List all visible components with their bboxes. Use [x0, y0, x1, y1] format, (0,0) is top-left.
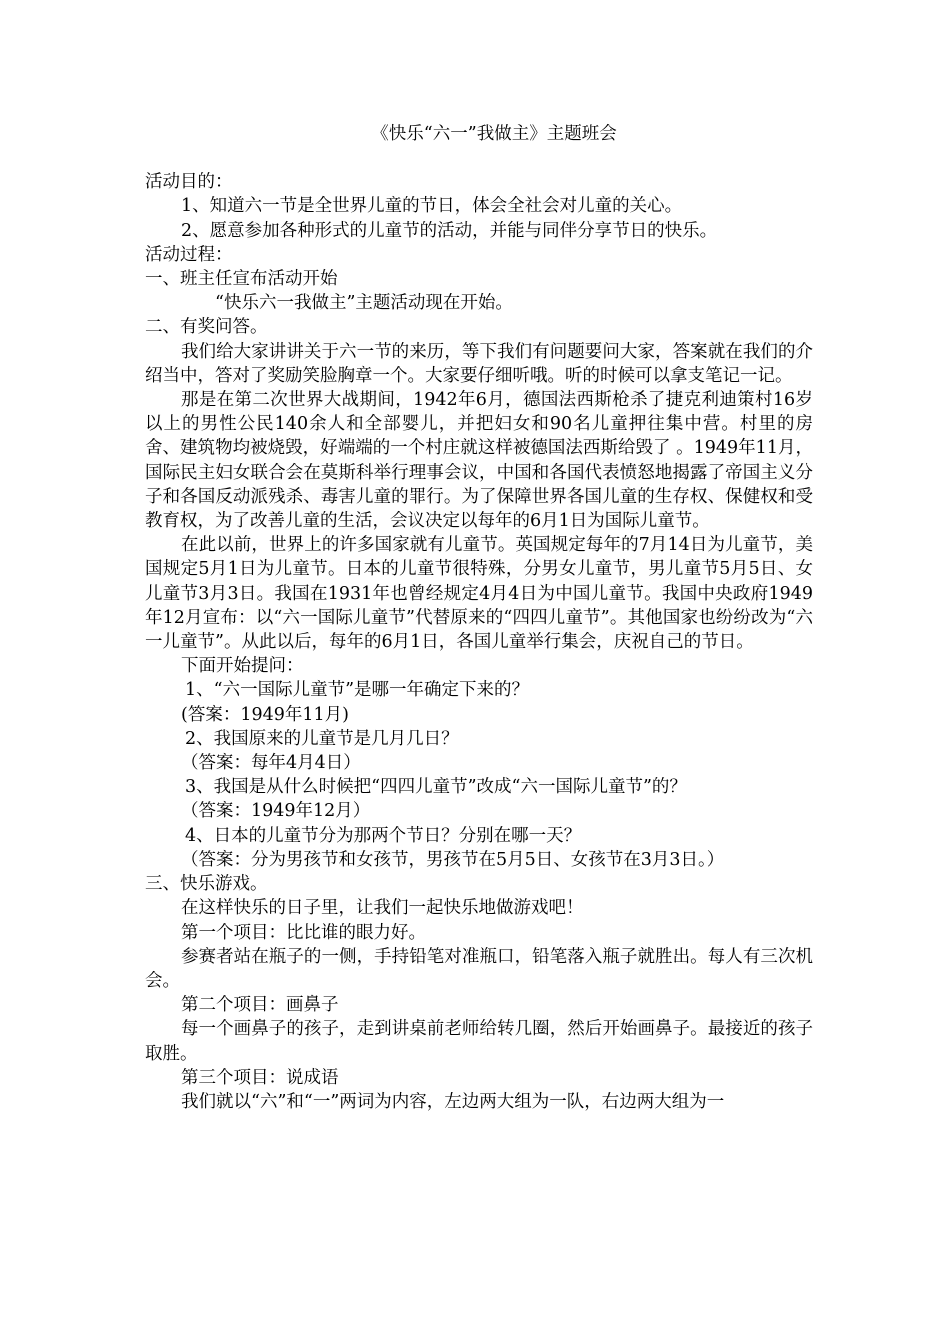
question: 1、“六一国际儿童节”是哪一年确定下来的？: [185, 680, 530, 701]
document-page: [145, 122, 813, 1114]
goals-heading: 活动目的：: [145, 172, 233, 193]
paragraph: 我们给大家讲讲关于六一节的来历，等下我们有问题要问大家，答案就在我们的介绍当中，答对了奖励笑脸胸章一个。大家要仔细听哦。听的时候可以拿支笔记一记。: [145, 341, 813, 386]
answer: （答案：每年4月4日）: [181, 753, 361, 774]
page-title: 《快乐“六一”我做主》主题班会: [371, 124, 617, 144]
goal-item: 1、知道六一节是全世界儿童的节日，体会全社会对儿童的关心。: [181, 196, 683, 217]
game-item-desc: 每一个画鼻子的孩子，走到讲桌前老师给转几圈，然后开始画鼻子。最接近的孩子取胜。: [145, 1019, 813, 1064]
question: 3、我国是从什么时候把“四四儿童节”改成“六一国际儿童节”的？: [185, 777, 687, 798]
answer: (答案：1949年11月): [181, 704, 349, 725]
section-heading: 一、班主任宣布活动开始: [145, 269, 338, 290]
section-intro: 在这样快乐的日子里，让我们一起快乐地做游戏吧！: [181, 898, 584, 919]
goal-item: 2、愿意参加各种形式的儿童节的活动，并能与同伴分享节日的快乐。: [181, 220, 718, 241]
section-heading: 二、有奖问答。: [145, 317, 268, 338]
paragraph: 在此以前，世界上的许多国家就有儿童节。英国规定每年的7月14日为儿童节，美国规定5月1日为儿童节。日本的儿童节很特殊，分男女儿童节，男儿童节5月5日、女儿童节3月3日。我国在1931年也曾经规定4月4日为中国儿童节。我国中央政府1949年12月宣布：以“六一国际儿童节”代替原来的“四四儿童节”。其他国家也纷纷改为“六一儿童节”。从此以后，每年的6月1日，各国儿童举行集会，庆祝自己的节日。: [145, 535, 813, 653]
game-item-name: 第一个项目：比比谁的眼力好。: [181, 922, 426, 943]
questions-intro: 下面开始提问：: [181, 656, 304, 677]
answer: （答案：1949年12月）: [181, 801, 371, 822]
process-heading: 活动过程：: [145, 244, 233, 265]
game-item-desc: 参赛者站在瓶子的一侧，手持铅笔对准瓶口，铅笔落入瓶子就胜出。每人有三次机会。: [145, 946, 813, 991]
answer: （答案：分为男孩节和女孩节，男孩节在5月5日、女孩节在3月3日。）: [181, 849, 725, 870]
paragraph: 那是在第二次世界大战期间，1942年6月，德国法西斯枪杀了捷克利迪策村16岁以上的男性公民140余人和全部婴儿，并把妇女和90名儿童押往集中营。村里的房舍、建筑物均被烧毁，好端端的一个村庄就这样被德国法西斯给毁了 。1949年11月，国际民主妇女联合会在莫斯科举行理事会议，中国和各国代表愤怒地揭露了帝国主义分子和各国反动派残杀、毒害儿童的罪行。为了保障世界各国儿童的生存权、保健权和受教育权，为了改善儿童的生活，会议决定以每年的6月1日为国际儿童节。: [145, 390, 813, 532]
question: 2、我国原来的儿童节是几月几日？: [185, 728, 459, 749]
section-text: “快乐六一我做主”主题活动现在开始。: [215, 293, 513, 314]
game-item-name: 第三个项目：说成语: [181, 1067, 339, 1088]
section-heading: 三、快乐游戏。: [145, 874, 268, 895]
question: 4、日本的儿童节分为那两个节日？分别在哪一天？: [185, 825, 582, 846]
game-item-desc: 我们就以“六”和“一”两词为内容，左边两大组为一队，右边两大组为一: [181, 1091, 725, 1112]
game-item-name: 第二个项目：画鼻子: [181, 995, 339, 1016]
